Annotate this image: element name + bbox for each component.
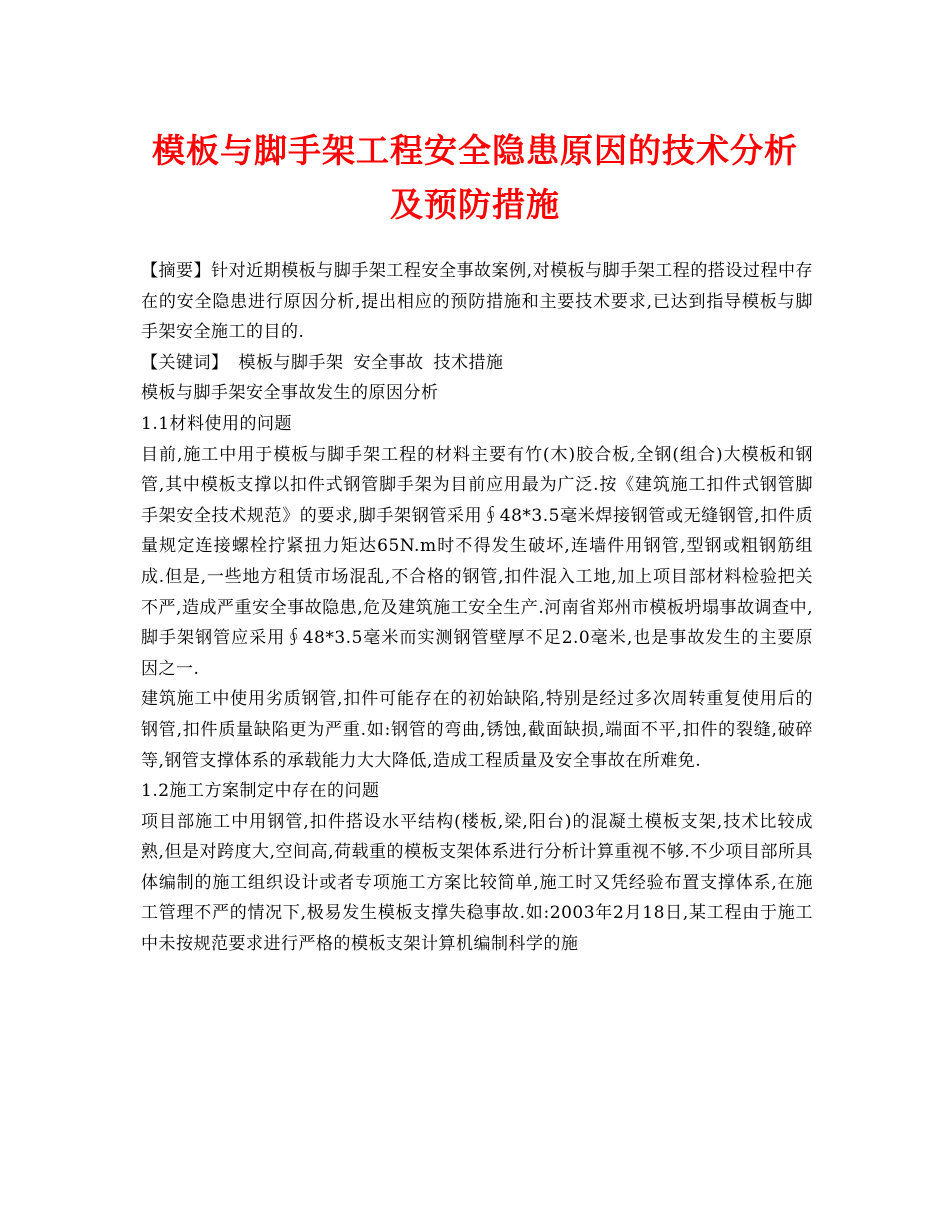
keywords-label: 【关键词】: [141, 352, 229, 373]
abstract-paragraph: 【摘要】针对近期模板与脚手架工程安全事故案例,对模板与脚手架工程的搭设过程中存在的安全隐患进行原因分析,提出相应的预防措施和主要技术要求,已达到指导模板与脚手架安全施工的目的.: [141, 261, 813, 343]
paragraph-1-2-a: 项目部施工中用钢管,扣件搭设水平结构(楼板,梁,阳台)的混凝土模板支架,技术比较成熟,但是对跨度大,空间高,荷载重的模板支架体系进行分析计算重视不够.不少项目部所具体编制的施工组织设计或者专项施工方案比较简单,施工时又凭经验布置支撑体系,在施工管理不严的情况下,极易发生模板支撑失稳事故.如:2003年2月18日,某工程由于施工中未按规范要求进行严格的模板支架计算机编制科学的施: [141, 811, 813, 955]
subsection-heading-1-2: 1.2施工方案制定中存在的问题: [141, 781, 380, 802]
title-line-2: 及预防措施: [390, 185, 560, 224]
paragraph-1-1-b: 建筑施工中使用劣质钢管,扣件可能存在的初始缺陷,特别是经过多次周转重复使用后的钢管,扣件质量缺陷更为严重.如:钢管的弯曲,锈蚀,截面缺损,端面不平,扣件的裂缝,破碎等,钢管支撑体系的承载能力大大降低,造成工程质量及安全事故在所难免.: [141, 689, 813, 771]
keyword-3: 技术措施: [433, 352, 504, 373]
subsection-heading-1-1: 1.1材料使用的问题: [141, 413, 293, 434]
title-line-1: 模板与脚手架工程安全隐患原因的技术分析: [152, 131, 798, 170]
keyword-1: 模板与脚手架: [238, 352, 344, 373]
keywords-line: [141, 348, 813, 379]
document-body: [141, 256, 813, 960]
keyword-2: 安全事故: [353, 352, 424, 373]
paragraph-1-1-a: 目前,施工中用于模板与脚手架工程的材料主要有竹(木)胶合板,全钢(组合)大模板和钢管,其中模板支撑以扣件式钢管脚手架为目前应用最为广泛.按《建筑施工扣件式钢管脚手架安全技术规范》的要求,脚手架钢管采用∮48*3.5毫米焊接钢管或无缝钢管,扣件质量规定连接螺栓拧紧扭力矩达65N.m时不得发生破坏,连墙件用钢管,型钢或粗钢筋组成.但是,一些地方租赁市场混乱,不合格的钢管,扣件混入工地,加上项目部材料检验把关不严,造成严重安全事故隐患,危及建筑施工安全生产.河南省郑州市模板坍塌事故调查中,脚手架钢管应采用∮48*3.5毫米而实测钢管壁厚不足2.0毫米,也是事故发生的主要原因之一.: [141, 444, 813, 679]
document-title: [90, 124, 860, 232]
section-heading: 模板与脚手架安全事故发生的原因分析: [141, 383, 439, 404]
